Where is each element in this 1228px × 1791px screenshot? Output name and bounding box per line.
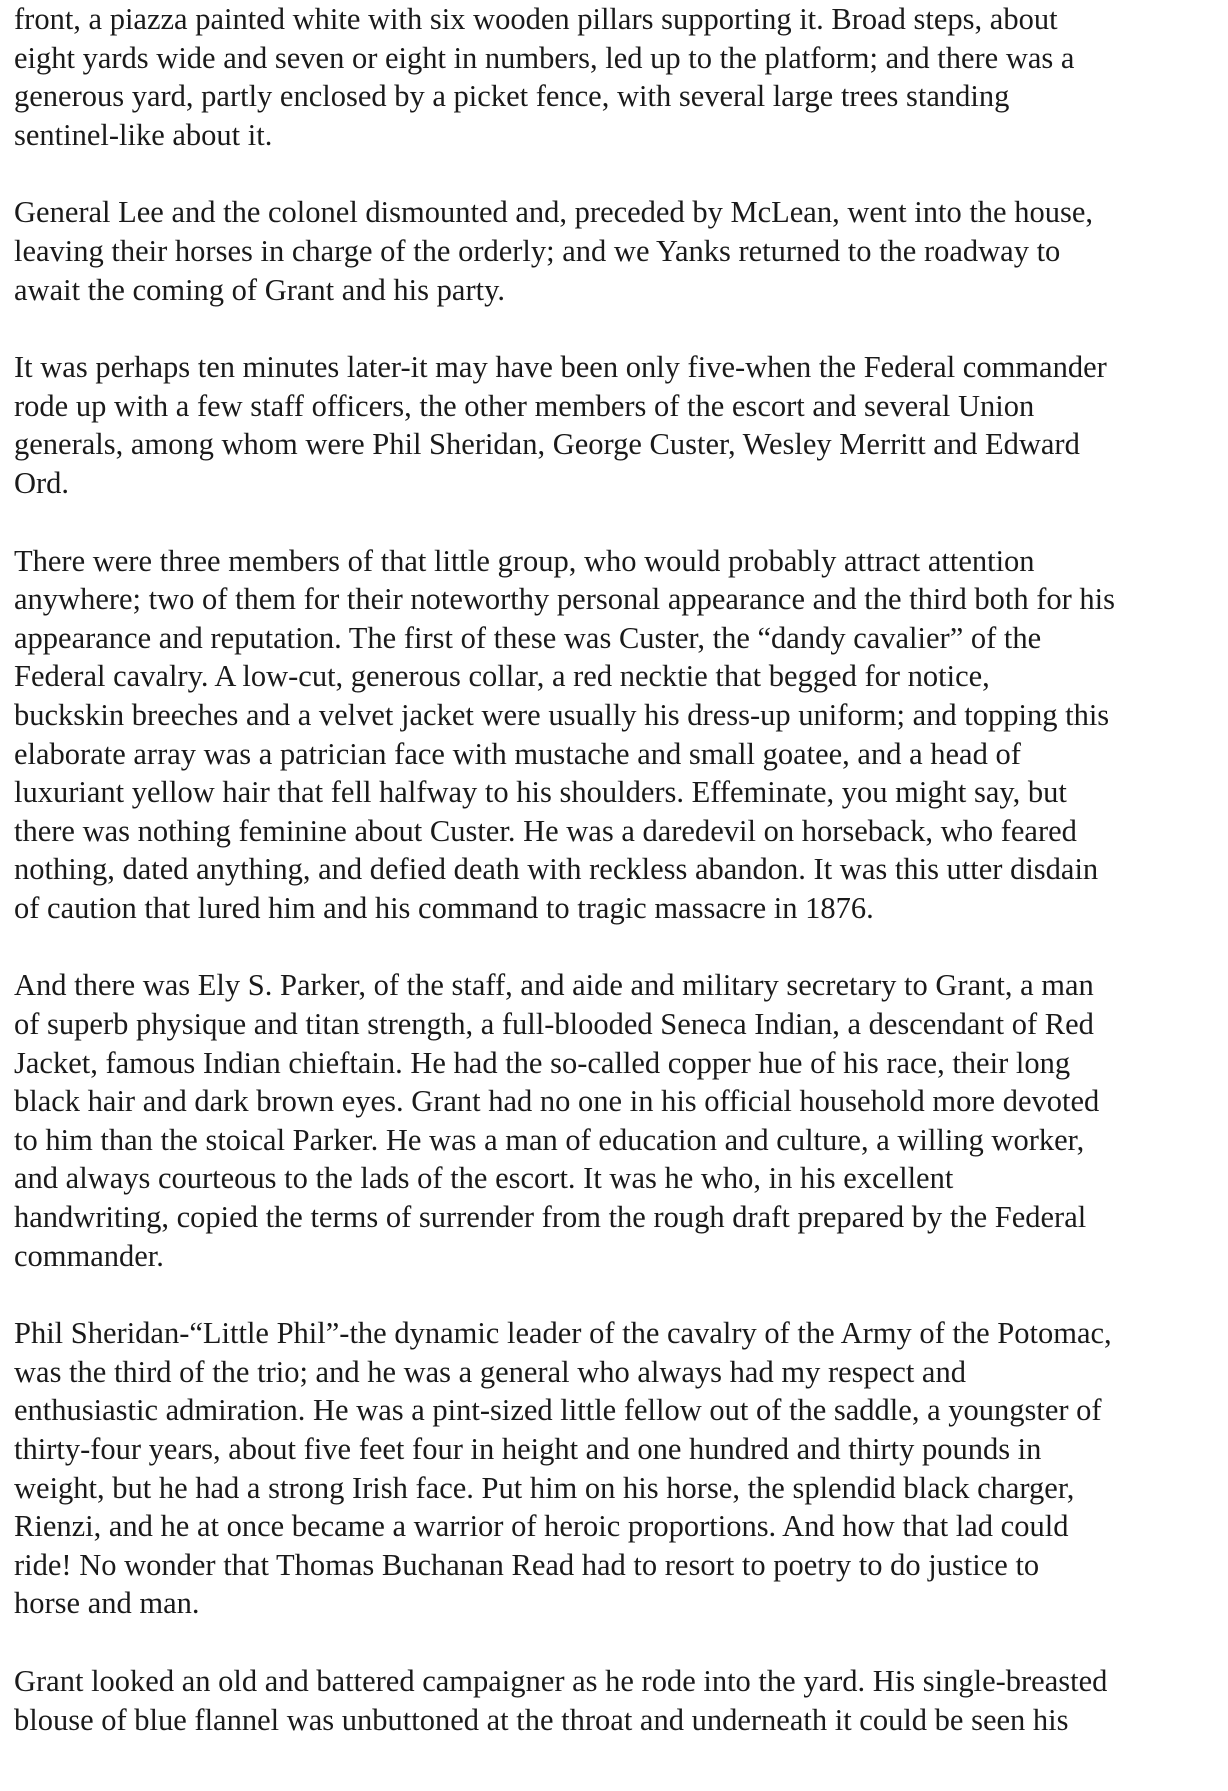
text-line: Ord.: [14, 465, 70, 500]
text-line: handwriting, copied the terms of surrender from the rough draft prepared by the Federal: [14, 1200, 1087, 1235]
text-line: front, a piazza painted white with six wooden pillars supporting it. Broad steps, about: [14, 2, 1058, 36]
text-line: nothing, dated anything, and defied death with reckless abandon. It was this utter disdain: [14, 852, 1099, 887]
text-line: elaborate array was a patrician face with mustache and small goatee, and a head of: [14, 736, 1021, 771]
text-line: Grant looked an old and battered campaigner as he rode into the yard. His single-breasted: [14, 1663, 1108, 1698]
text-line: generous yard, partly enclosed by a picket fence, with several large trees standing: [14, 79, 1010, 114]
text-line: There were three members of that little group, who would probably attract attention: [14, 543, 1035, 578]
text-line: horse and man.: [14, 1586, 200, 1621]
text-line: there was nothing feminine about Custer. He was a daredevil on horseback, who feared: [14, 813, 1077, 848]
text-line: to him than the stoical Parker. He was a man of education and culture, a willing worker,: [14, 1122, 1085, 1157]
text-line: commander.: [14, 1238, 164, 1273]
text-line: Rienzi, and he at once became a warrior of heroic proportions. And how that lad could: [14, 1509, 1069, 1544]
text-line: luxuriant yellow hair that fell halfway to his shoulders. Effeminate, you might say, but: [14, 775, 1067, 810]
text-line: sentinel-like about it.: [14, 117, 273, 152]
text-line: and always courteous to the lads of the escort. It was he who, in his excellent: [14, 1161, 954, 1196]
text-line: weight, but he had a strong Irish face. Put him on his horse, the splendid black charger,: [14, 1470, 1075, 1505]
paragraph-custer: [14, 542, 1222, 928]
text-line: await the coming of Grant and his party.: [14, 272, 505, 307]
text-line: thirty-four years, about five feet four in height and one hundred and thirty pounds in: [14, 1432, 1042, 1466]
paragraph-house-description: [14, 0, 1222, 154]
text-line: It was perhaps ten minutes later-it may have been only five-when the Federal commander: [14, 350, 1107, 385]
text-line: appearance and reputation. The first of these was Custer, the “dandy cavalier” of the: [14, 620, 1042, 655]
text-line: anywhere; two of them for their noteworthy personal appearance and the third both for his: [14, 582, 1116, 617]
paragraph-grant-arrives: [14, 348, 1222, 502]
paragraph-grant-appearance: [14, 1662, 1222, 1739]
text-line: was the third of the trio; and he was a general who always had my respect and: [14, 1354, 966, 1389]
text-line: buckskin breeches and a velvet jacket were usually his dress-up uniform; and topping this: [14, 697, 1110, 732]
paragraph-parker: [14, 966, 1222, 1275]
text-line: black hair and dark brown eyes. Grant had no one in his official household more devoted: [14, 1084, 1100, 1119]
paragraph-sheridan: [14, 1314, 1222, 1623]
paragraph-lee-dismounts: [14, 193, 1222, 309]
text-line: enthusiastic admiration. He was a pint-sized little fellow out of the saddle, a youngster of: [14, 1393, 1102, 1428]
text-line: Jacket, famous Indian chieftain. He had the so-called copper hue of his race, their long: [14, 1045, 1071, 1080]
text-line: of caution that lured him and his command to tragic massacre in 1876.: [14, 890, 874, 925]
text-line: Phil Sheridan-“Little Phil”-the dynamic leader of the cavalry of the Army of the Potomac,: [14, 1316, 1112, 1351]
text-line: leaving their horses in charge of the orderly; and we Yanks returned to the roadway to: [14, 233, 1061, 268]
document-page: [14, 0, 1222, 1778]
text-line: blouse of blue flannel was unbuttoned at the throat and underneath it could be seen his: [14, 1702, 1069, 1737]
text-line: ride! No wonder that Thomas Buchanan Read had to resort to poetry to do justice to: [14, 1547, 1040, 1582]
text-line: eight yards wide and seven or eight in numbers, led up to the platform; and there was a: [14, 40, 1075, 75]
text-line: Federal cavalry. A low-cut, generous collar, a red necktie that begged for notice,: [14, 659, 990, 694]
text-line: General Lee and the colonel dismounted and, preceded by McLean, went into the house,: [14, 195, 1093, 230]
text-line: generals, among whom were Phil Sheridan, George Custer, Wesley Merritt and Edward: [14, 427, 1080, 462]
text-line: of superb physique and titan strength, a full-blooded Seneca Indian, a descendant of Red: [14, 1007, 1094, 1042]
text-line: And there was Ely S. Parker, of the staff, and aide and military secretary to Grant, a man: [14, 968, 1094, 1003]
text-line: rode up with a few staff officers, the other members of the escort and several Union: [14, 388, 1035, 423]
